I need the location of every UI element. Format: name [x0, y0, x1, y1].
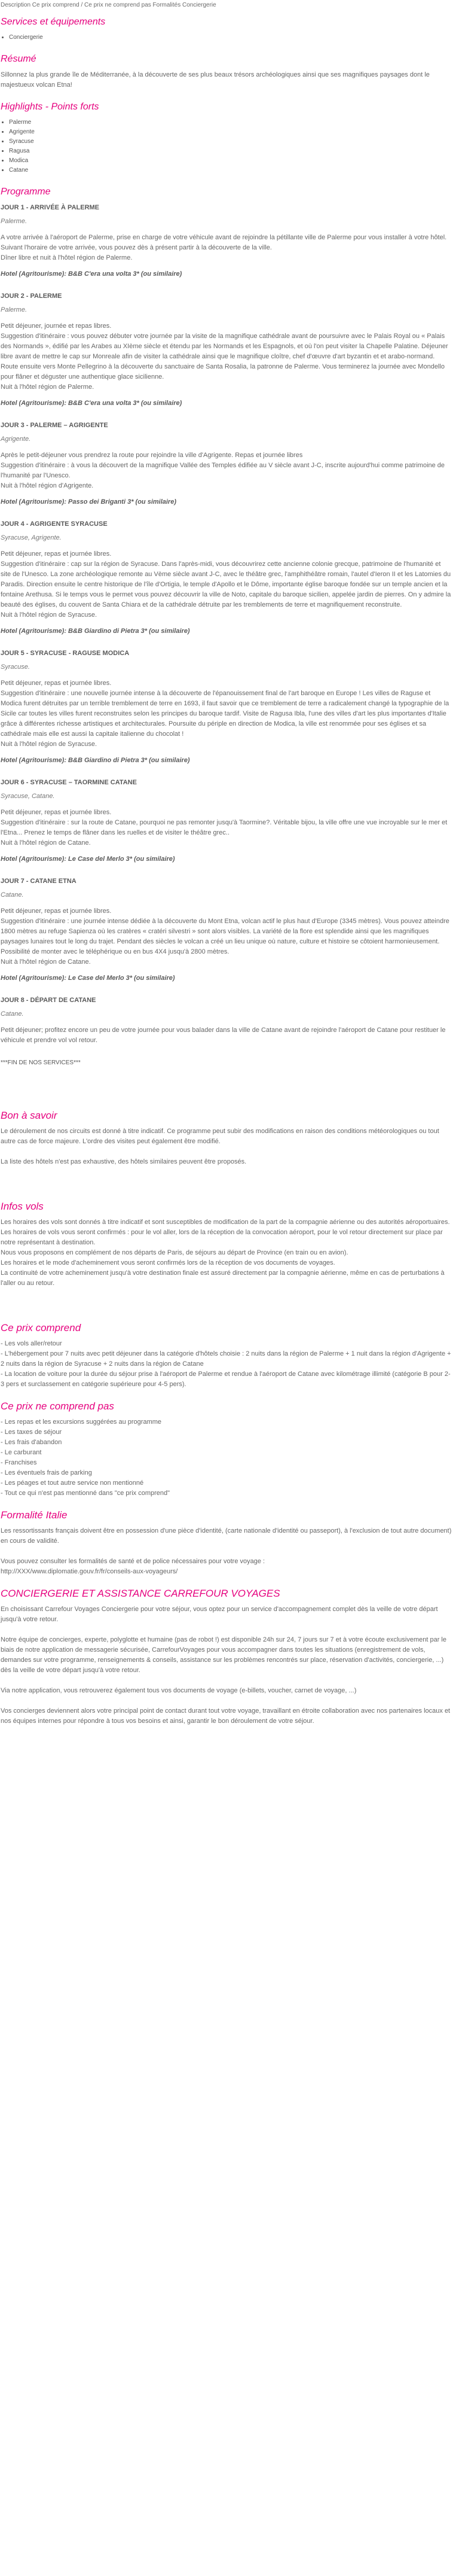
day-title: JOUR 4 - AGRIGENTE SYRACUSE [1, 520, 108, 528]
day-title: JOUR 7 - CATANE ETNA [1, 878, 76, 885]
day-hotel: Hotel (Agritourisme): B&B C'era una volta 3* (ou similaire) [1, 270, 182, 278]
day-text: Après le petit-déjeuner vous prendrez la route pour rejoindre la ville d'Agrigente. Repas et journée libres Suggestion d'itinéraire : à vous la découvert de la magnifique Vallée des Temples édifiée au V siècle avant J-C, inscrite aujourd'hui comme patrimoine de l'humanité par l'Unesco. Nuit à l'hôtel région d'Agrigente. [1, 452, 445, 489]
day-hotel: Hotel (Agritourisme): B&B Giardino di Pietra 3* (ou similaire) [1, 628, 190, 635]
formalite-text: Les ressortissants français doivent être en possession d'une pièce d'identité, (carte nationale d'identité ou passeport), à l'exclusion de tout autre document) en cours de validité. Vous pouvez consulter les formalités de santé et de police nécessaires pour votre voyage : http://XXX/www.diplomatie.gouv.fr/fr/conseils-aux-voyageurs/ [1, 1527, 452, 1575]
resume-text: Sillonnez la plus grande île de Méditerranée, à la découverte de ses plus beaux trésors archéologiques ainsi que ses magnifiques paysages dont le majestueux volcan Etna! [1, 71, 430, 89]
services-item: • Conciergerie [9, 33, 452, 42]
highlight-item: • Agrigente [9, 127, 452, 137]
day-title: JOUR 2 - PALERME [1, 293, 62, 300]
day-text: Petit déjeuner, repas et journée libres. Suggestion d'itinéraire : une journée intense dédiée à la découverte du Mont Etna, volcan actif le plus haut d'Europe (3345 mètres). Vous pouvez atteindre 1800 mètres au refuge Sapienza où les cratères « cratéri silvestri » sont alors visibles. La variété de la flore est splendide ainsi que les magnifiques paysages lunaires tout le long du trajet. Pendant des siècles le volcan a créé un lieu unique où nature, culture et histoire se côtoient harmonieusement. Possibilité de monter avec le téléphérique ou en bus 4X4 jusqu'à 2800 mètres. Nuit à l'hôtel région de Catane. [1, 908, 449, 966]
highlight-item: • Catane [9, 166, 452, 175]
highlight-item: • Syracuse [9, 137, 452, 147]
day-title: JOUR 5 - SYRACUSE - RAGUSE MODICA [1, 650, 130, 657]
infos-vols-text: Les horaires des vols sont donnés à titre indicatif et sont susceptibles de modification de la part de la compagnie aérienne ou des autorités aéroportuaires. Les horaires de vols vous seront confirmés : pour le vol aller, lors de la réception de la convocation aéroport, pour le vol retour directement sur place par notre représentant à destination. Nous vous proposons en complément de nos départs de Paris, de séjours au départ de Province (en train ou en avion). Les horaires et le mode d'acheminement vous seront confirmés lors de la réception de vos documents de voyages. La continuité de votre acheminement jusqu'à votre destination finale est assuré directement par la compagnie aérienne, même en cas de perturbations à l'aller ou au retour. [1, 1219, 450, 1287]
highlight-item: • Modica [9, 156, 452, 166]
day-text: Petit déjeuner; profitez encore un peu de votre journée pour vous balader dans la ville de Catane avant de rejoindre l'aéroport de Catane pour restituer le véhicule et prendre vol vol retour. [1, 1027, 446, 1044]
bon-a-savoir-text: Le déroulement de nos circuits est donné à titre indicatif. Ce programme peut subir des modifications en raison des conditions météorologiques ou tout autre cas de force majeure. L'ordre des visites peut également être modifié. La liste des hôtels n'est pas exhaustive, des hôtels similaires peuvent être proposés. [1, 1128, 439, 1165]
day-title: JOUR 3 - PALERME – AGRIGENTE [1, 422, 108, 429]
programme-day [1, 648, 452, 766]
programme-heading: Programme [1, 187, 51, 197]
day-place: Agrigente. [1, 436, 31, 443]
day-hotel: Hotel (Agritourisme): Le Case del Merlo 3* (ou similaire) [1, 855, 175, 863]
conciergerie-text: En choisissant Carrefour Voyages Conciergerie pour votre séjour, vous optez pour un service d'accompagnement complet dès la veille de votre départ jusqu'à votre retour. Notre équipe de concierges, experte, polyglotte et humaine (pas de robot !) est disponible 24h sur 24, 7 jours sur 7 et à votre écoute exclusivement par le biais de notre application de messagerie sécurisée, CarrefourVoyages pour vous accompagner dans toutes les situations (enregistrement de vols, demandes sur votre programme, renseignements & conseils, assistance sur les problèmes rencontrés sur place, réservation d'activités, conciergerie, ...) dès la veille de votre départ jusqu'à votre retour. Via notre application, vous retrouverez également tous vos documents de voyage (e-billets, voucher, carnet de voyage, ...) Vos concierges deviennent alors votre principal point de contact durant tout votre voyage, travaillant en étroite collaboration avec nos partenaires locaux et nos équipes internes pour répondre à tous vos besoins et ainsi, garantir le bon déroulement de votre séjour. [1, 1606, 451, 1725]
end-of-services-note: ***FIN DE NOS SERVICES*** [1, 1059, 81, 1066]
programme-day [1, 995, 452, 1046]
day-place: Catane. [1, 1010, 24, 1018]
day-place: Syracuse, Catane. [1, 793, 55, 800]
day-place: Syracuse, Agrigente. [1, 534, 62, 541]
services-list [1, 33, 452, 42]
ne-comprend-pas-heading: Ce prix ne comprend pas [1, 1400, 114, 1412]
day-hotel: Hotel (Agritourisme): Passo dei Briganti 3* (ou similaire) [1, 498, 176, 506]
day-text: Petit déjeuner, repas et journée libres. Suggestion d'itinéraire : une nouvelle journée intense à la découverte de l'épanouissement final de l'art baroque en Europe ! Les villes de Raguse et Modica furent détruites par un terrible tremblement de terre en 1693, il faut savoir que ce tremblement de terre a radicalement changé la typographie de la Sicile car toutes les villes furent reconstruites selon les principes du baroque tardif. Visite de Ragusa Ibla, l'une des villes d'art les plus importantes d'Italie grâce à différentes richesse artistiques et architecturales. Poursuite du périple en direction de Modica, la ville est renommée pour ses églises et sa cathédrale mais elle est aussi la capitale italienne du chocolat ! Nuit à l'hôtel région de Syracuse. [1, 680, 449, 748]
bon-a-savoir-heading: Bon à savoir [1, 1110, 57, 1121]
day-place: Syracuse. [1, 663, 30, 671]
ce-prix-comprend-heading: Ce prix comprend [1, 1322, 81, 1333]
day-title: JOUR 1 - ARRIVÉE À PALERME [1, 204, 100, 211]
programme-day [1, 203, 452, 279]
programme-day [1, 291, 452, 409]
services-heading: Services et équipements [1, 17, 106, 27]
ce-prix-comprend-text: - Les vols aller/retour - L'hébergement pour 7 nuits avec petit déjeuner dans la catégorie d'hôtels choisie : 2 nuits dans la région de Palerme + 1 nuit dans la région d'Agrigente + 2 nuits dans la région de Syracuse + 2 nuits dans la région de Catane - La location de voiture pour la durée du séjour prise à l'aéroport de Palerme et rendue à l'aéroport de Catane avec kilométrage illimité (catégorie B pour 2-3 pers et surclassement en catégorie supérieure pour 4-5 pers). [1, 1340, 451, 1388]
resume-heading: Résumé [1, 54, 36, 64]
formalite-heading: Formalité Italie [1, 1509, 68, 1521]
programme-day [1, 876, 452, 983]
day-title: JOUR 8 - DÉPART DE CATANE [1, 997, 96, 1004]
day-hotel: Hotel (Agritourisme): Le Case del Merlo 3* (ou similaire) [1, 975, 175, 982]
day-text: Petit déjeuner, repas et journée libres. Suggestion d'itinéraire : sur la route de Catane, pourquoi ne pas remonter jusqu'à Taormine?. Véritable bijou, la ville offre une vue incroyable sur le mer et l'Etna... Prenez le temps de flâner dans les ruelles et de visiter le théâtre grec.. Nuit à l'hôtel région de Catane. [1, 809, 448, 847]
day-text: Petit déjeuner, repas et journée libres. Suggestion d'itinéraire : cap sur la région de Syracuse. Dans l'après-midi, vous découvrirez cette ancienne colonie grecque, patrimoine de l'humanité et site de l'Unesco. La zone archéologique remonte au Vème siècle avant J-C, avec le théâtre grec, l'amphithéâtre romain, l'autel d'Ieron II et les Latomies du Paradis. Direction ensuite le centre historique de l'île d'Ortigia, le temple d'Apollo et le Dôme, importante église baroque fondée sur un temple ancien et la fontaine Arethusa. Si le temps vous le permet vous pouvez découvrir la ville de Noto, capitale du baroque sicilien, appelée jardin de pierres. On y admire la beauté des églises, du couvent de Santa Chiara et de la cathédrale détruite par les tremblements de terre et magnifiquement reconstruite. Nuit à l'hôtel région de Syracuse. [1, 550, 451, 619]
day-hotel: Hotel (Agritourisme): B&B Giardino di Pietra 3* (ou similaire) [1, 757, 190, 764]
programme-day [1, 519, 452, 637]
day-text: Petit déjeuner, journée et repas libres. Suggestion d'itinéraire : vous pouvez débuter votre journée par la visite de la magnifique cathédrale avant de poursuivre avec le Palais Royal ou « Palais des Normands », édifié par les Arabes au XIème siècle et étendu par les Normands et les Espagnols, et où l'on peut visiter la Chapelle Palatine. Déjeuner libre avant de mettre le cap sur Monreale afin de visiter la cathédrale ainsi que le magnifique cloître, chef d'œuvre d'art byzantin et et arabo-normand. Route ensuite vers Monte Pellegrino à la découverte du sanctuaire de Santa Rosalia, la patronne de Palerme. Vous terminerez la journée avec Mondello pour flâner et déguster une authentique glace sicilienne. Nuit à l'hôtel région de Palerme. [1, 322, 448, 391]
programme-day [1, 421, 452, 507]
day-title: JOUR 6 - SYRACUSE – TAORMINE CATANE [1, 779, 137, 786]
programme-day [1, 778, 452, 864]
highlight-item: • Ragusa [9, 147, 452, 156]
ne-comprend-pas-text: - Les repas et les excursions suggérées au programme - Les taxes de séjour - Les frais d'abandon - Le carburant - Franchises - Les éventuels frais de parking - Les péages et tout autre service non mentionné - Tout ce qui n'est pas mentionné dans "ce prix comprend" [1, 1418, 170, 1497]
day-place: Palerme. [1, 218, 27, 225]
conciergerie-heading: CONCIERGERIE ET ASSISTANCE CARREFOUR VOYAGES [1, 1588, 280, 1599]
highlights-list [1, 118, 452, 175]
highlights-heading: Highlights - Points forts [1, 102, 99, 112]
highlight-item: • Palerme [9, 118, 452, 127]
day-hotel: Hotel (Agritourisme): B&B C'era una volta 3* (ou similaire) [1, 400, 182, 407]
description-tabs[interactable]: Description Ce prix comprend / Ce prix ne comprend pas Formalités Conciergerie [1, 2, 216, 8]
day-place: Catane. [1, 891, 24, 899]
day-place: Palerme. [1, 306, 27, 313]
day-text: A votre arrivée à l'aéroport de Palerme, prise en charge de votre véhicule avant de rejoindre la pétillante ville de Palerme pour vous installer à votre hôtel. Suivant l'horaire de votre arrivée, vous pouvez dès à présent partir à la découverte de la ville. Dîner libre et nuit à l'hôtel région de Palerme. [1, 234, 447, 261]
infos-vols-heading: Infos vols [1, 1201, 44, 1212]
